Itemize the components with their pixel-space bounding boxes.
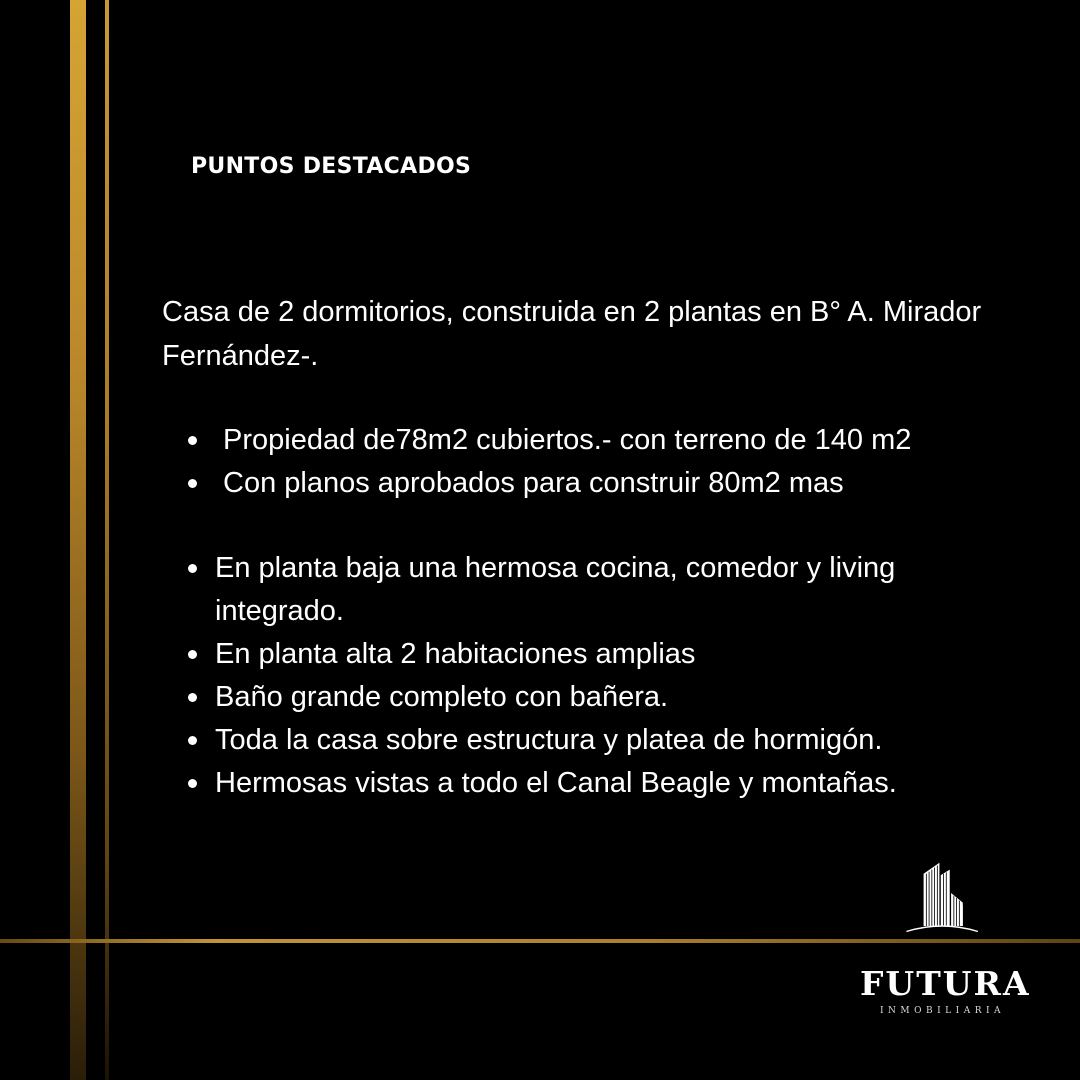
feature-list-secondary bbox=[162, 547, 1012, 805]
list-item: Propiedad de78m2 cubiertos.- con terreno de 140 m2 bbox=[162, 419, 1042, 462]
list-item: Toda la casa sobre estructura y platea de hormigón. bbox=[162, 719, 1012, 762]
building-logo-icon bbox=[860, 860, 1025, 970]
bullet-icon bbox=[188, 479, 197, 488]
intro-text: Casa de 2 dormitorios, construida en 2 plantas en B° A. Mirador Fernández-. bbox=[162, 296, 982, 372]
bullet-icon bbox=[188, 779, 197, 788]
list-item: Hermosas vistas a todo el Canal Beagle y montañas. bbox=[162, 762, 1012, 805]
feature-list-primary bbox=[162, 419, 1042, 505]
bullet-icon bbox=[188, 650, 197, 659]
bullet-icon bbox=[188, 436, 197, 445]
brand-name: FUTURA bbox=[860, 964, 1031, 1003]
page-title: PUNTOS DESTACADOS bbox=[191, 154, 472, 179]
gold-vertical-bar-wide bbox=[70, 0, 86, 1080]
list-item: Baño grande completo con bañera. bbox=[162, 676, 1012, 719]
list-item: En planta alta 2 habitaciones amplias bbox=[162, 633, 1012, 676]
gold-vertical-bar-thin bbox=[105, 0, 109, 1080]
bullet-icon bbox=[188, 564, 197, 573]
brand-tagline: INMOBILIARIA bbox=[879, 1006, 1006, 1016]
bullet-icon bbox=[188, 693, 197, 702]
bullet-icon bbox=[188, 736, 197, 745]
list-item: En planta baja una hermosa cocina, comedor y living integrado. bbox=[162, 547, 1012, 633]
list-item: Con planos aprobados para construir 80m2 mas bbox=[162, 462, 1042, 505]
